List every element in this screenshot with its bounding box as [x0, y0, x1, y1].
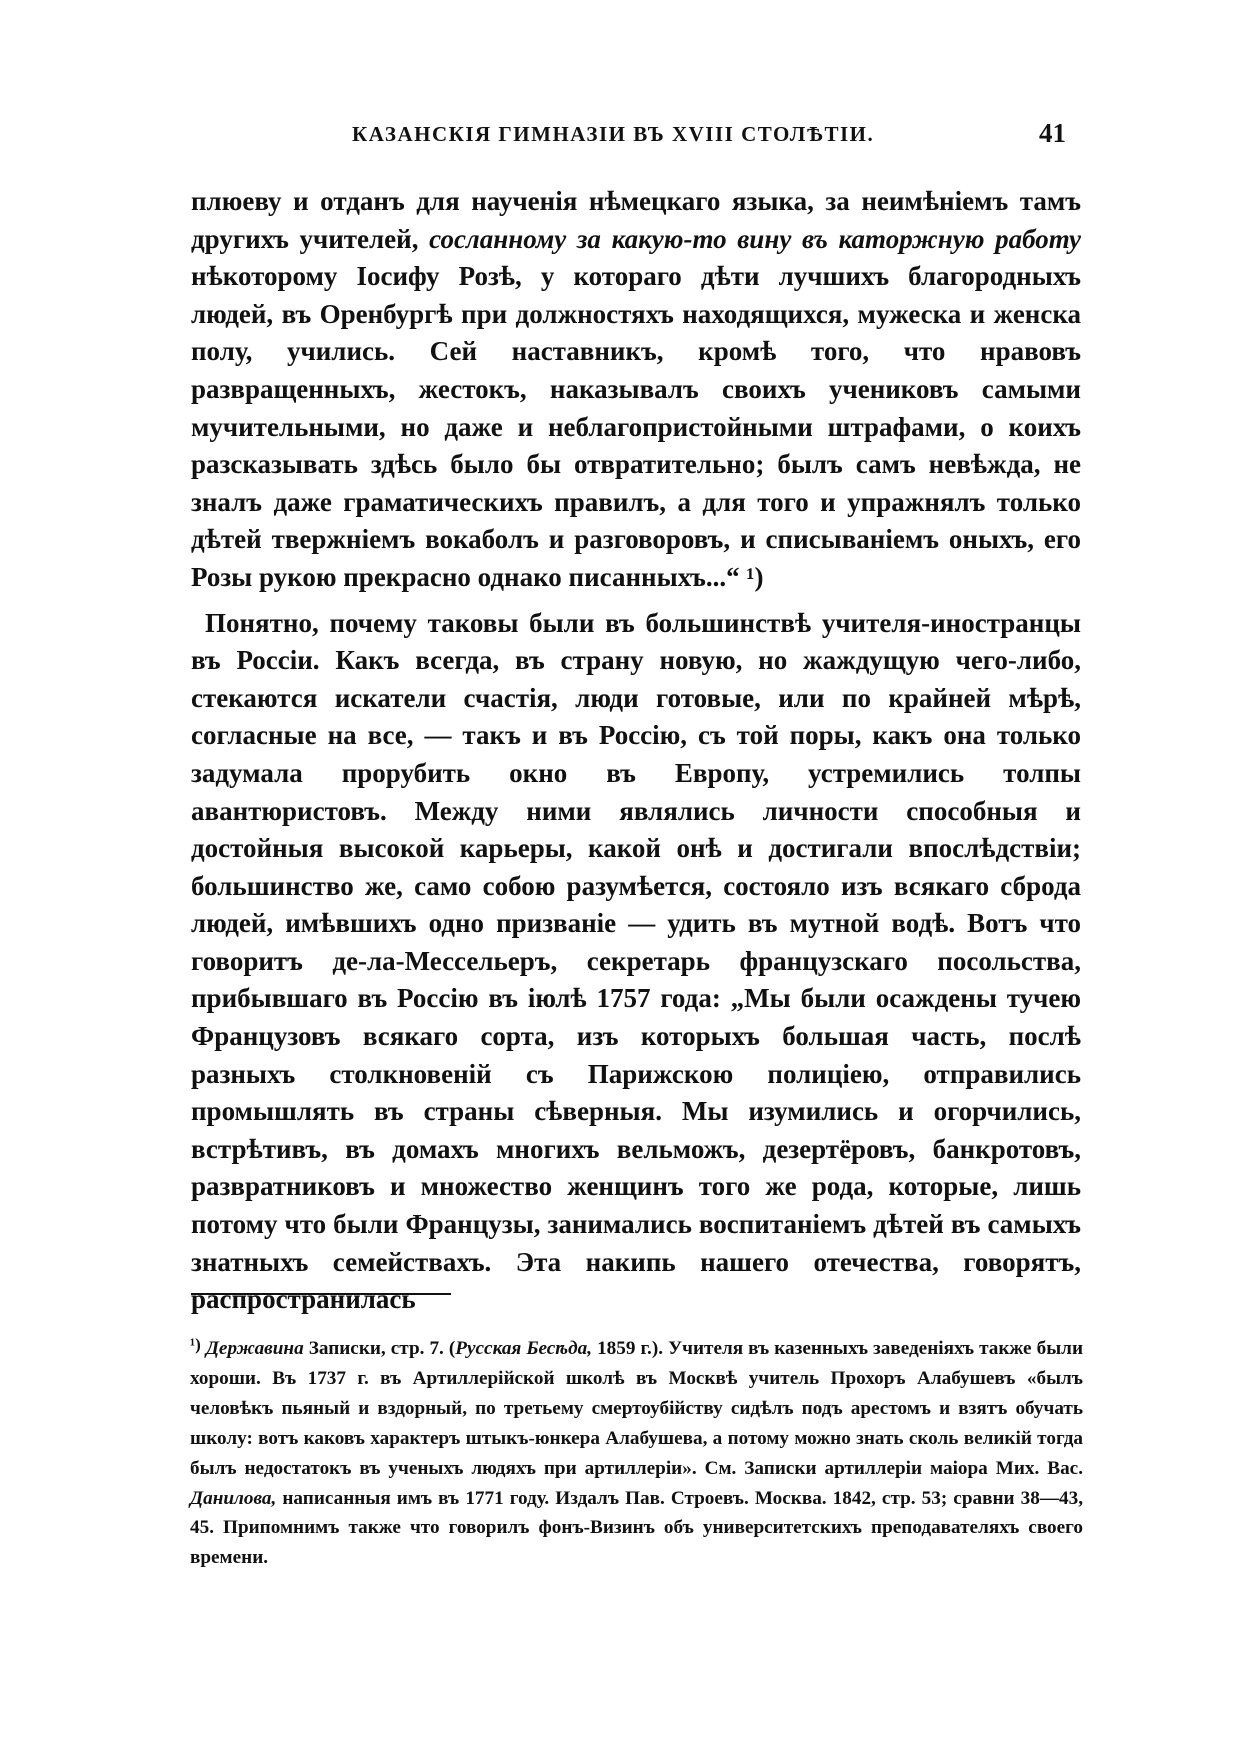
footnote-marker: ¹) [190, 1335, 201, 1354]
running-title: КАЗАНСКІЯ ГИМНАЗІИ ВЪ XVIII СТОЛѢТІИ. [352, 122, 875, 146]
footnote [190, 1330, 1083, 1573]
footnote-journal: Русская Бесѣда, [455, 1338, 593, 1359]
footnote-text: написанныя имъ въ 1771 году. Издалъ Пав. Строевъ. Москва. 1842, стр. 53; сравни 38—43, 45. Припомнимъ также что говорилъ фонъ-Визинъ объ университетскихъ преподавателяхъ своего времени. [190, 1487, 1083, 1569]
footnote-separator-rule [191, 1293, 451, 1295]
running-head [190, 118, 1090, 158]
footnote-author-danilov: Данилова, [190, 1487, 277, 1509]
footnote-text: 1859 г.). Учителя въ казенныхъ заведеніяхъ также были хороши. Въ 1737 г. въ Артиллерійской школѣ въ Москвѣ учитель Прохоръ Алабушевъ «былъ человѣкъ пьяный и вздорный, по третьему смертоубійству сидѣлъ подъ арестомъ и взятъ обучать школу: вотъ каковъ характеръ штыкъ-юнкера Алабушева, а потому можно знать сколь великій тогда былъ недостатокъ въ ученыхъ людяхъ при артиллеріи». См. Записки артиллеріи маіора Мих. Вас. [190, 1338, 1083, 1479]
footnote-text: Записки, стр. 7. ( [303, 1338, 456, 1359]
main-text [191, 183, 1081, 1319]
paragraph-text: плюеву и отданъ для наученія нѣмецкаго языка, за неимѣніемъ тамъ другихъ учителей, [191, 186, 1081, 254]
paragraph-continued [191, 183, 1081, 597]
page-number: 41 [1039, 118, 1066, 148]
italic-phrase: сосланному за какую-то вину въ каторжную работу [429, 223, 1082, 254]
footnote-author: Державина [205, 1338, 304, 1359]
paragraph: Понятно, почему таковы были въ большинствѣ учителя-иностранцы въ Россіи. Какъ всегда, въ страну новую, но жаждущую чего-либо, стекаются искатели счастія, люди готовые, или по крайней мѣрѣ, согласные на все, — такъ и въ Россію, съ той поры, какъ она только задумала прорубить окно въ Европу, устремились толпы авантюристовъ. Между ними являлись личности способныя и достойныя высокой карьеры, какой онѣ и достигали впослѣдствіи; большинство же, само собою разумѣется, состояло изъ всякаго сброда людей, имѣвшихъ одно призваніе — удить въ мутной водѣ. Вотъ что говоритъ де-ла-Мессельеръ, секретарь французскаго посольства, прибывшаго въ Россію въ іюлѣ 1757 года: „Мы были осаждены тучею Французовъ всякаго сорта, изъ которыхъ большая часть, послѣ разныхъ столкновеній съ Парижскою полиціею, отправились промышлять въ страны сѣверныя. Мы изумились и огорчились, встрѣтивъ, въ домахъ многихъ вельможъ, дезертёровъ, банкротовъ, развратниковъ и множество женщинъ того же рода, которые, лишь потому что были Французы, занимались воспитаніемъ дѣтей въ самыхъ знатныхъ семействахъ. Эта накипь нашего отечества, говорятъ, распространилась [191, 607, 1081, 1315]
paragraph-text: нѣкоторому Іосифу Розѣ, у котораго дѣти лучшихъ благородныхъ людей, въ Оренбургѣ при должностяхъ находящихся, мужеска и женска полу, учились. Сей наставникъ, кромѣ того, что нравовъ развращенныхъ, жестокъ, наказывалъ своихъ учениковъ самыми мучительными, но даже и неблагопристойными штрафами, о коихъ разсказывать здѣсь было бы отвратительно; былъ самъ невѣжда, не зналъ даже граматическихъ правилъ, а для того и упражнялъ только дѣтей твержніемъ вокаболъ и разговоровъ, и списываніемъ оныхъ, его Розы рукою прекрасно однако писанныхъ...“ ¹) [191, 261, 1081, 592]
